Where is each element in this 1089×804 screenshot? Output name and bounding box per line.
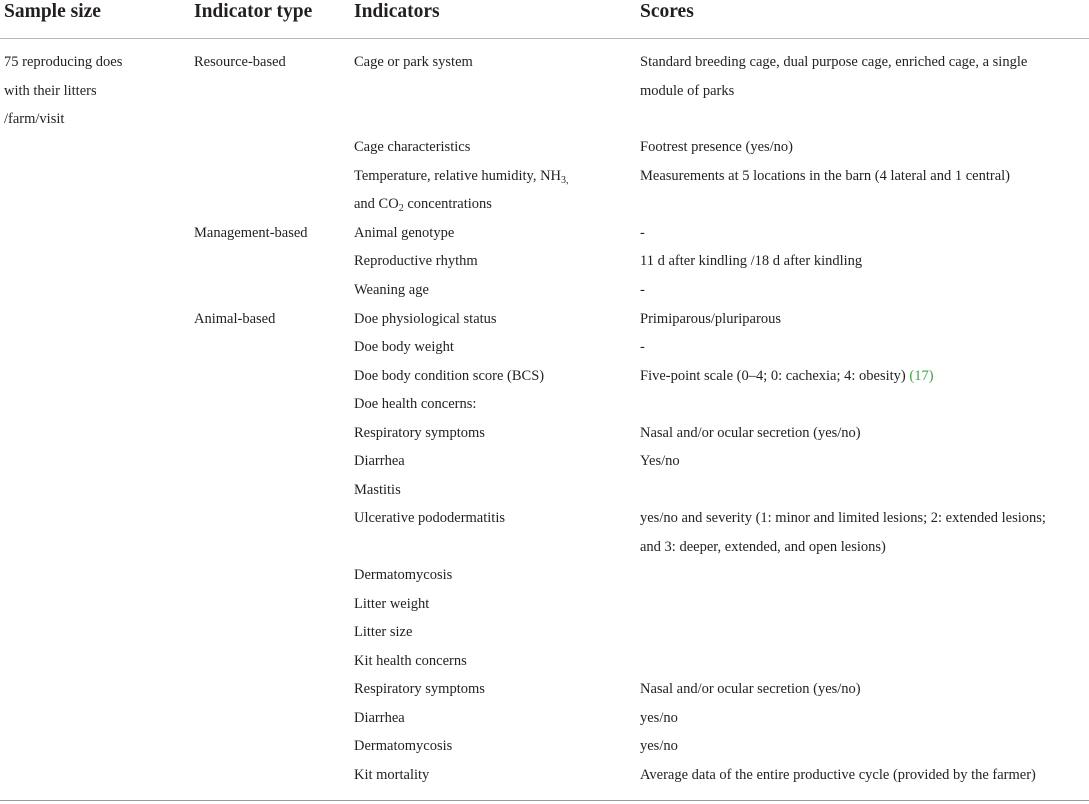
score-cell: 11 d after kindling /18 d after kindling	[640, 253, 863, 269]
indicator-cell: Diarrhea	[354, 710, 405, 726]
score-cell	[640, 362, 934, 391]
reference-link[interactable]: (17)	[909, 368, 934, 384]
indicator-cell: Weaning age	[354, 282, 429, 298]
sample-size-line-2: with their litters	[4, 82, 97, 99]
score-cell: Average data of the entire productive cycle (provided by the farmer)	[640, 767, 1036, 783]
indicator-cell: Respiratory symptoms	[354, 681, 485, 697]
indicator-cell: Respiratory symptoms	[354, 425, 485, 441]
sample-size-line-1: 75 reproducing does	[4, 54, 123, 70]
header-indicators: Indicators	[354, 1, 440, 22]
score-cell: Measurements at 5 locations in the barn (4 lateral and 1 central)	[640, 168, 1011, 184]
indicator-cell: Cage or park system	[354, 54, 473, 70]
indicator-text: and CO	[354, 196, 399, 212]
indicator-cell: Litter weight	[354, 596, 430, 612]
header-sample-size: Sample size	[4, 1, 101, 22]
score-cell: Yes/no	[640, 453, 680, 469]
indicator-cell	[354, 190, 492, 219]
score-cell: yes/no	[640, 710, 678, 726]
score-cell: -	[640, 282, 645, 298]
score-cell: Nasal and/or ocular secretion (yes/no)	[640, 681, 861, 697]
subscript: 2	[398, 203, 404, 214]
score-cell: yes/no and severity (1: minor and limited lesions; 2: extended lesions;	[640, 510, 1046, 526]
score-text: Five-point scale (0–4; 0: cachexia; 4: obesity)	[640, 368, 906, 384]
indicator-cell: Ulcerative pododermatitis	[354, 510, 505, 526]
header-scores: Scores	[640, 1, 694, 22]
indicator-cell: Cage characteristics	[354, 139, 471, 155]
table-bottom-rule	[0, 800, 1089, 801]
sample-size-line-3: /farm/visit	[4, 111, 65, 127]
indicator-cell: Kit health concerns	[354, 653, 467, 669]
subscript: 3,	[561, 175, 569, 186]
score-cell: and 3: deeper, extended, and open lesions)	[640, 539, 886, 555]
indicator-type-management: Management-based	[194, 225, 308, 241]
indicator-cell: Dermatomycosis	[354, 738, 453, 754]
score-cell: -	[640, 339, 645, 355]
indicator-type-animal: Animal-based	[194, 311, 276, 327]
indicator-cell: Doe physiological status	[354, 311, 497, 327]
indicator-cell: Doe body weight	[354, 339, 454, 355]
score-cell: Nasal and/or ocular secretion (yes/no)	[640, 425, 861, 441]
indicator-cell: Kit mortality	[354, 767, 430, 783]
score-cell: Footrest presence (yes/no)	[640, 139, 794, 155]
indicator-cell: Litter size	[354, 624, 413, 640]
indicator-text: Temperature, relative humidity, NH	[354, 168, 562, 184]
score-cell: Standard breeding cage, dual purpose cage, enriched cage, a single	[640, 54, 1028, 70]
indicator-cell: Dermatomycosis	[354, 567, 453, 583]
indicator-cell: Reproductive rhythm	[354, 253, 478, 269]
score-cell: yes/no	[640, 738, 678, 754]
score-cell: -	[640, 225, 645, 241]
indicator-cell: Diarrhea	[354, 453, 405, 469]
indicator-cell: Animal genotype	[354, 225, 455, 241]
indicator-cell: Mastitis	[354, 482, 401, 498]
table-header	[0, 0, 1089, 39]
indicator-cell	[354, 162, 569, 191]
header-indicator-type: Indicator type	[194, 1, 313, 22]
score-cell: Primiparous/pluriparous	[640, 311, 781, 327]
score-cell: module of parks	[640, 82, 735, 99]
indicator-cell: Doe health concerns:	[354, 396, 477, 412]
indicator-type-resource: Resource-based	[194, 54, 286, 70]
indicator-text: concentrations	[403, 196, 492, 212]
indicator-cell: Doe body condition score (BCS)	[354, 368, 545, 384]
